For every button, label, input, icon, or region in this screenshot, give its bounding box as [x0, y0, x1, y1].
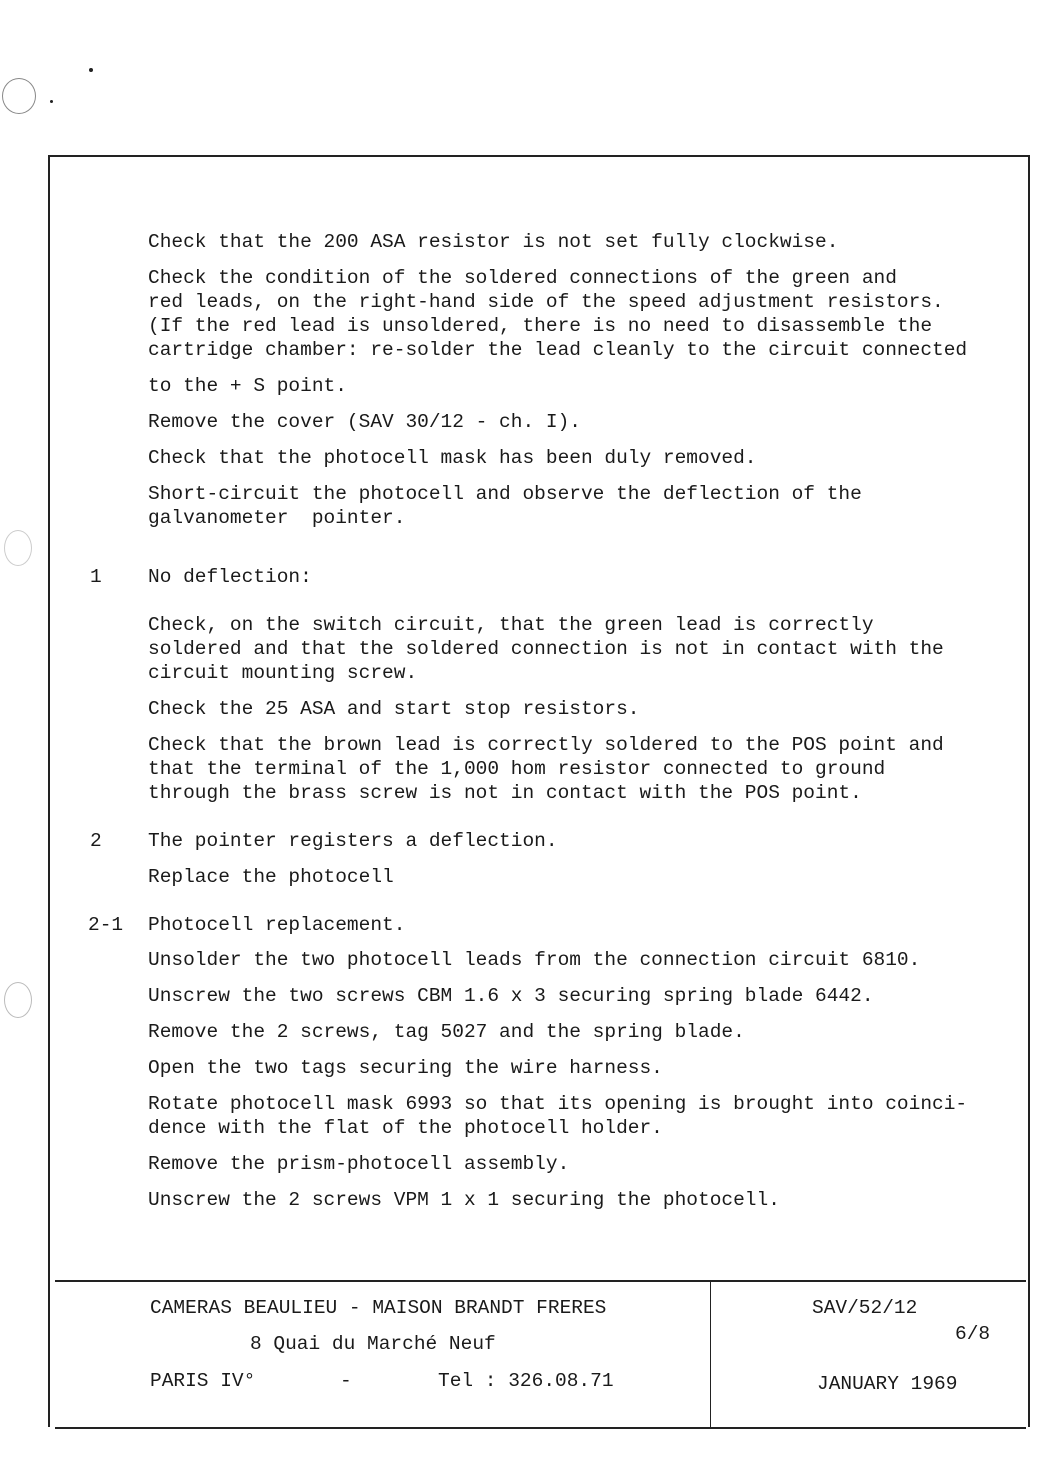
paragraph-line: Check that the 200 ASA resistor is not set fully clockwise. — [148, 231, 839, 253]
paragraph-line: to the + S point. — [148, 375, 347, 397]
section-title: No deflection: — [148, 566, 312, 588]
binder-hole-mark — [2, 78, 36, 114]
step-line: Unscrew the 2 screws VPM 1 x 1 securing the photocell. — [148, 1189, 780, 1211]
footer-address: 8 Quai du Marché Neuf — [250, 1333, 496, 1355]
footer-dash: - — [340, 1370, 352, 1392]
paragraph-line: galvanometer pointer. — [148, 507, 406, 529]
footer-tel: Tel : 326.08.71 — [438, 1370, 614, 1392]
paragraph-line: through the brass screw is not in contact with the POS point. — [148, 782, 862, 804]
step-line: dence with the flat of the photocell holder. — [148, 1117, 663, 1139]
step-line: Rotate photocell mask 6993 so that its opening is brought into coinci- — [148, 1093, 968, 1115]
section-title: Photocell replacement. — [148, 914, 406, 936]
section-title: The pointer registers a deflection. — [148, 830, 558, 852]
step-line: Open the two tags securing the wire harness. — [148, 1057, 663, 1079]
paragraph-line: Remove the cover (SAV 30/12 - ch. I). — [148, 411, 581, 433]
paragraph-line: Check the condition of the soldered connections of the green and — [148, 267, 897, 289]
paragraph-line: that the terminal of the 1,000 hom resistor connected to ground — [148, 758, 886, 780]
footer-divider — [710, 1282, 711, 1427]
step-line: Unsolder the two photocell leads from the connection circuit 6810. — [148, 949, 921, 971]
footer-city: PARIS IV° — [150, 1370, 256, 1392]
footer-reference: SAV/52/12 — [812, 1297, 918, 1319]
paragraph-line: Check the 25 ASA and start stop resistors. — [148, 698, 640, 720]
speck-mark — [89, 68, 93, 72]
footer-company: CAMERAS BEAULIEU - MAISON BRANDT FRERES — [150, 1297, 607, 1319]
footer-date: JANUARY 1969 — [817, 1373, 958, 1395]
paragraph-line: soldered and that the soldered connection is not in contact with the — [148, 638, 944, 660]
paragraph-line: Check that the photocell mask has been duly removed. — [148, 447, 757, 469]
paragraph-line: Check that the brown lead is correctly soldered to the POS point and — [148, 734, 944, 756]
section-number: 2-1 — [88, 914, 124, 936]
paragraph-line: Replace the photocell — [148, 866, 394, 888]
step-line: Remove the prism-photocell assembly. — [148, 1153, 570, 1175]
section-number: 1 — [90, 566, 102, 588]
footer-page-number: 6/8 — [955, 1323, 991, 1345]
paragraph-line: (If the red lead is unsoldered, there is no need to disassemble the — [148, 315, 933, 337]
footer-box — [55, 1280, 1026, 1429]
binder-hole-mark — [4, 530, 32, 566]
paragraph-line: Check, on the switch circuit, that the green lead is correctly — [148, 614, 874, 636]
paragraph-line: red leads, on the right-hand side of the speed adjustment resistors. — [148, 291, 944, 313]
binder-hole-mark — [4, 982, 32, 1018]
section-number: 2 — [90, 830, 102, 852]
step-line: Remove the 2 screws, tag 5027 and the spring blade. — [148, 1021, 745, 1043]
speck-mark — [50, 100, 53, 103]
step-line: Unscrew the two screws CBM 1.6 x 3 securing spring blade 6442. — [148, 985, 874, 1007]
paragraph-line: Short-circuit the photocell and observe the deflection of the — [148, 483, 862, 505]
paragraph-line: cartridge chamber: re-solder the lead cleanly to the circuit connected — [148, 339, 968, 361]
paragraph-line: circuit mounting screw. — [148, 662, 418, 684]
